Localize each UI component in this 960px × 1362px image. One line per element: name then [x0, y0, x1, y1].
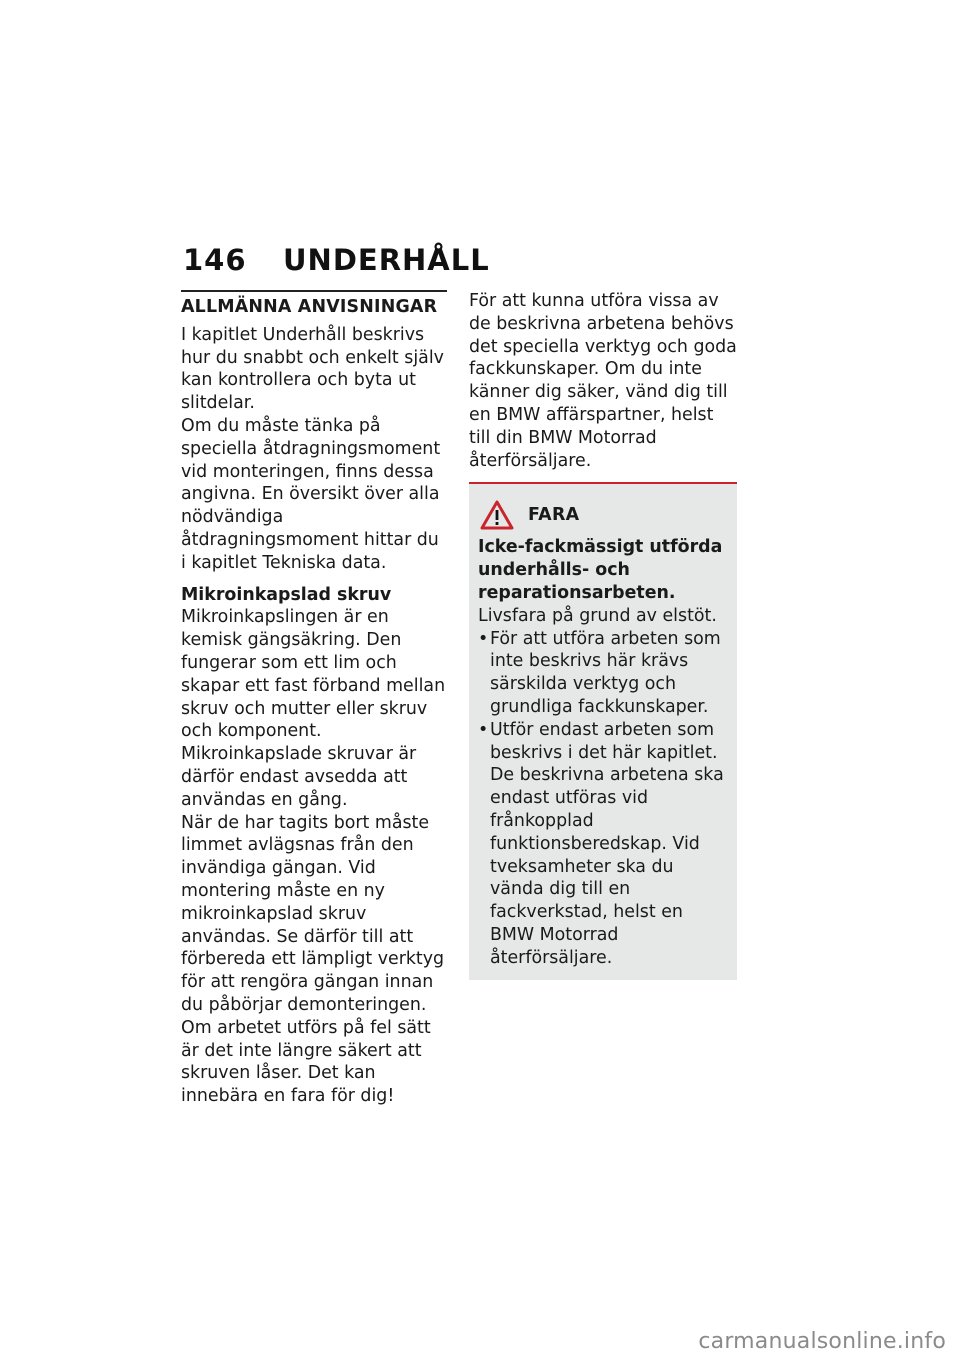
- danger-warning-box: [469, 482, 737, 979]
- microencapsulation-paragraph: Mikroinkapslingen är en kemisk gängsäkring. Den fungerar som ett lim och skapar ett fast förband mellan skruv och mutter eller skruv och komponent. Mikroinkapslade skruvar är därför endast avsedda att användas en gång.: [181, 607, 446, 810]
- watermark-text: carmanualsonline.info: [698, 1329, 946, 1354]
- page-header: [183, 243, 490, 277]
- warning-title: Icke-fackmässigt utförda underhålls- och reparationsarbeten.: [478, 537, 723, 603]
- intro-paragraph: I kapitlet Underhåll beskrivs hur du snabbt och enkelt själv kan kontrollera och byta ut slitdelar.: [181, 324, 444, 414]
- warning-triangle-icon: [480, 500, 514, 530]
- left-column: [181, 290, 447, 1108]
- warning-label: FARA: [528, 504, 580, 525]
- warning-bullet-list: [478, 628, 728, 970]
- warning-bullet-item: • För att utföra arbeten som inte beskrivs här krävs särskilda verktyg och grundliga fackkunskaper.: [478, 628, 728, 719]
- subsection-heading: Mikroinkapslad skruv: [181, 584, 392, 605]
- tools-paragraph: För att kunna utföra vissa av de beskrivna arbetena behövs det speciella verktyg och goda fackkunskaper. Om du inte känner dig säker, vänd dig till en BMW affärspartner, helst till din BMW Motorrad återförsäljare.: [469, 291, 737, 471]
- page-number: 146: [183, 243, 247, 277]
- right-column: [469, 290, 737, 980]
- chapter-title: UNDERHÅLL: [283, 243, 490, 277]
- section-title: ALLMÄNNA ANVISNINGAR: [181, 290, 447, 319]
- warning-header: [478, 498, 728, 532]
- warning-bullet-item: • Utför endast arbeten som beskrivs i det här kapitlet. De beskrivna arbetena ska endast utföras vid frånkopplad funktionsberedskap. Vid tveksamheter ska du vända dig till en fackverkstad, helst en BMW Motorrad återförsäljare.: [478, 719, 728, 970]
- torque-paragraph: Om du måste tänka på speciella åtdragningsmoment vid monteringen, finns dessa angivna. En översikt över alla nödvändiga åtdragningsmoment hittar du i kapitlet Tekniska data.: [181, 415, 441, 573]
- removal-paragraph: När de har tagits bort måste limmet avlägsnas från den invändiga gängan. Vid montering måste en ny mikroinkapslad skruv användas. Se därför till att förbereda ett lämpligt verktyg för att rengöra gängan innan du påbörjar demonteringen. Om arbetet utförs på fel sätt är det inte längre säkert att skruven låser. Det kan innebära en fara för dig!: [181, 812, 445, 1107]
- warning-hazard: Livsfara på grund av elstöt.: [478, 605, 717, 626]
